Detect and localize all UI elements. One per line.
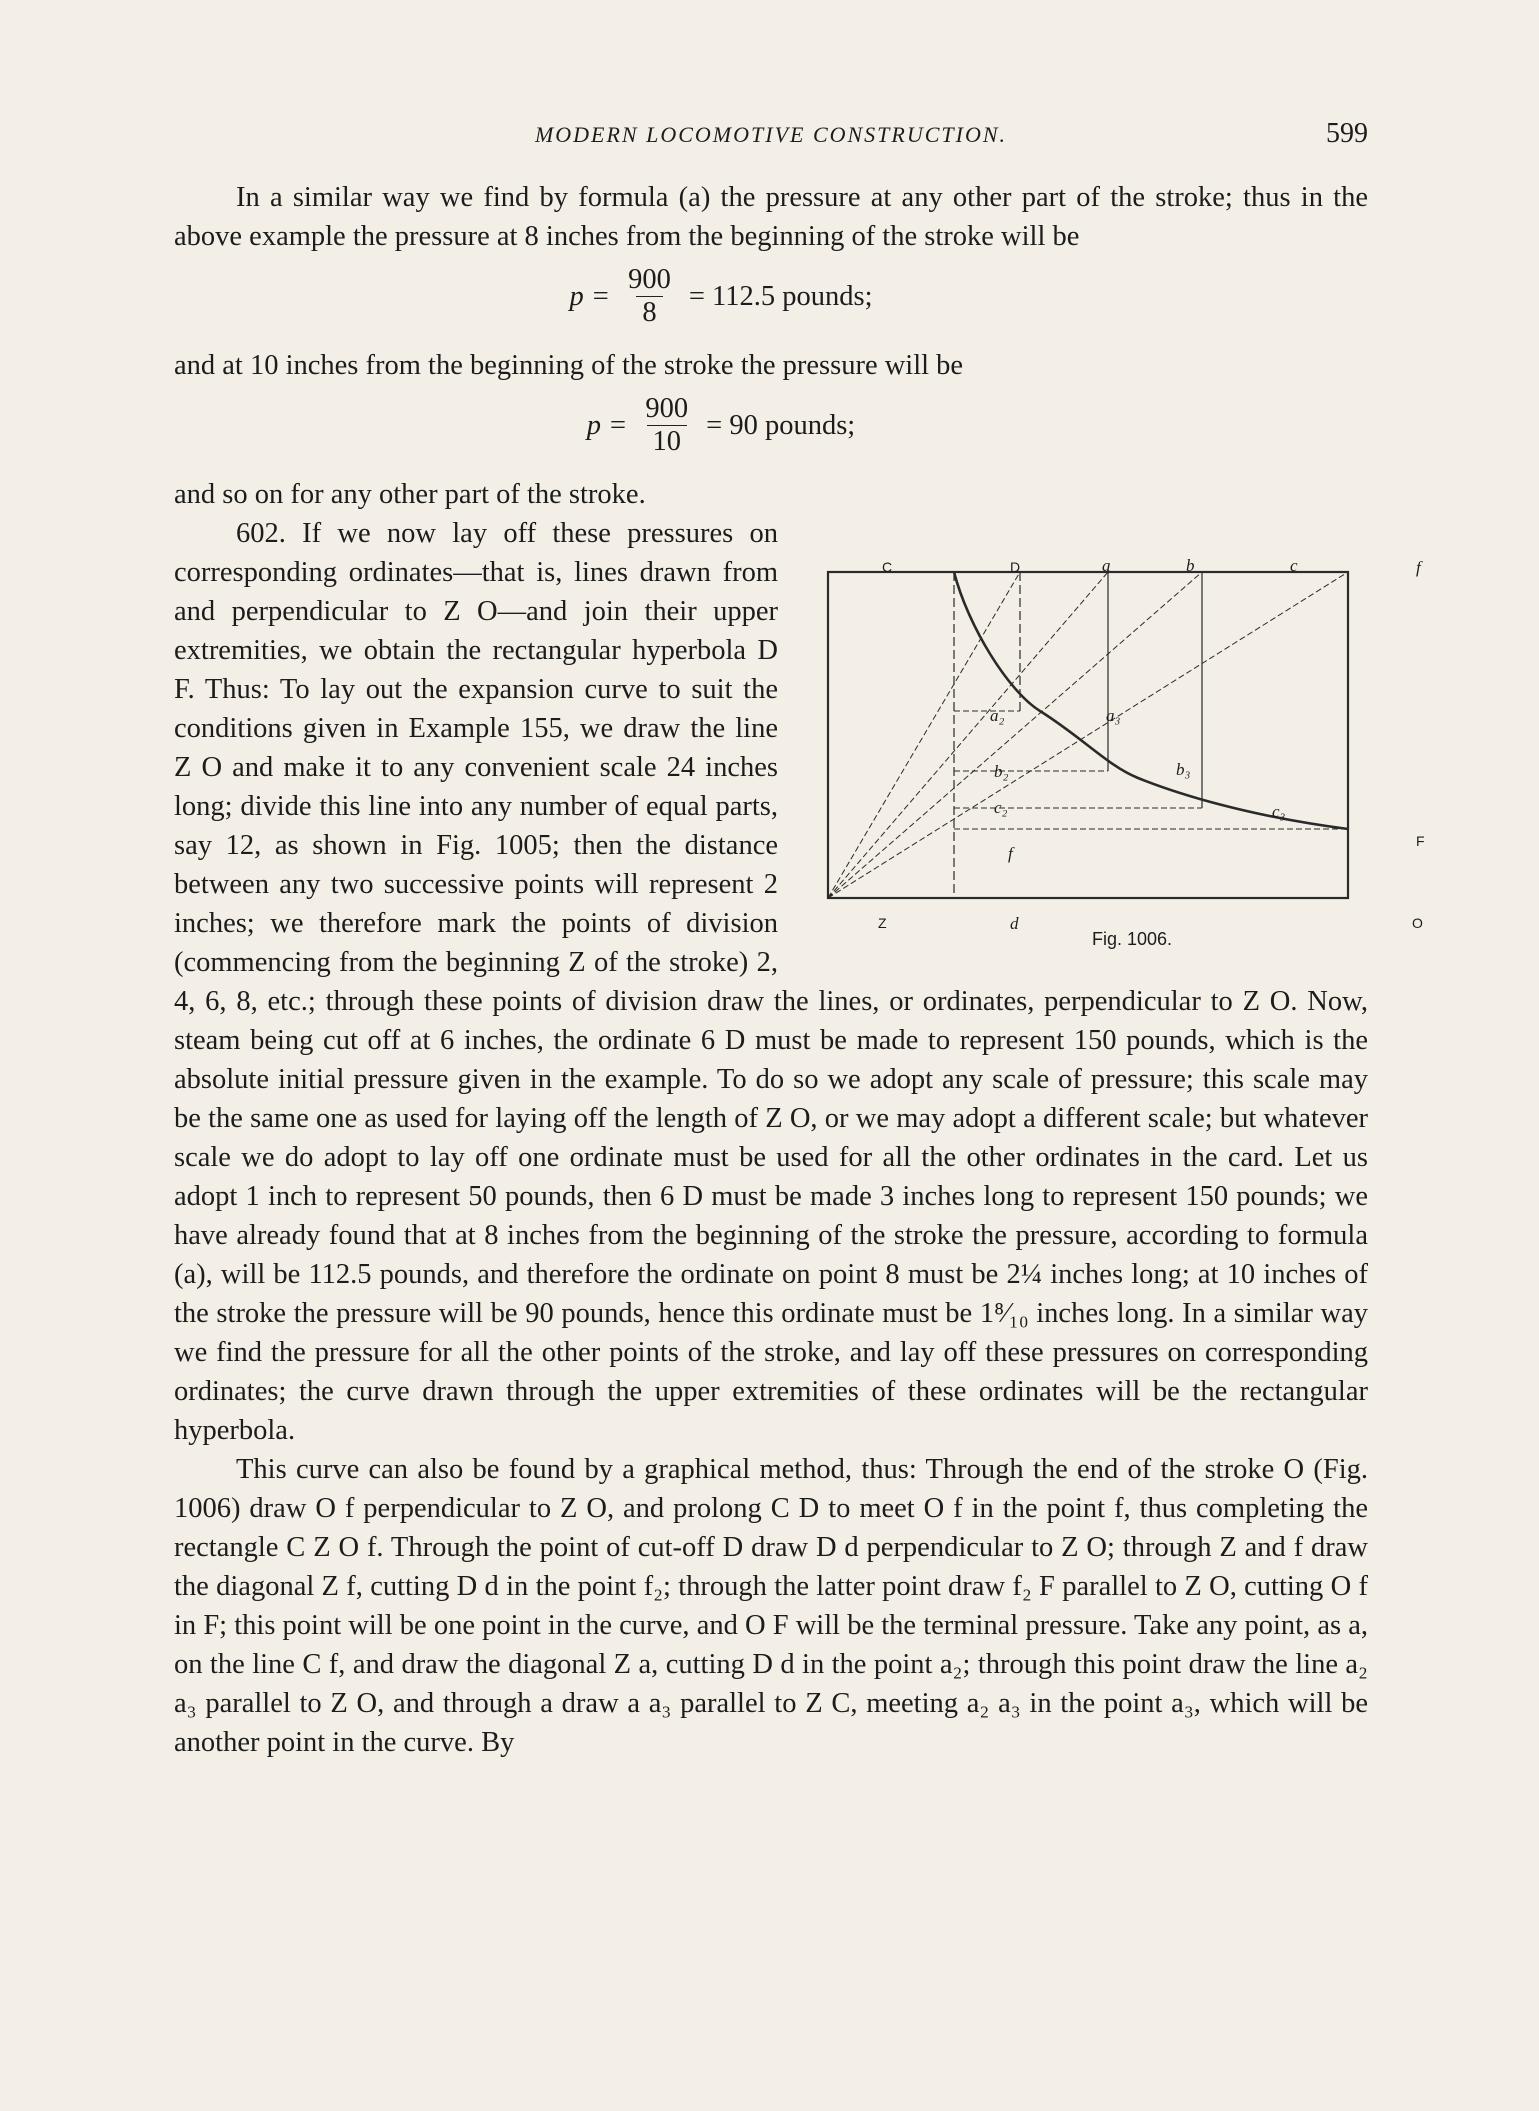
label-b3: b₃ (1176, 760, 1191, 779)
equation-1-numerator: 900 (628, 263, 671, 295)
label-Z: Z (878, 915, 887, 931)
label-D: D (1010, 559, 1021, 575)
equation-1-rhs: = 112.5 pounds; (688, 280, 873, 312)
label-c3: c₃ (1272, 802, 1286, 821)
label-c2: c₂ (994, 798, 1008, 817)
label-O: O (1412, 915, 1423, 931)
paragraph-graphical-method: This curve can also be found by a graphical method, thus: Through the end of the stroke O (Fig. 1006) draw O f perpendicular to Z O, and prolong C D to meet O f in the point f, thus completing the rectangle C Z O f. Through the point of cut-off D draw D d perpendicular to Z O; through Z and f draw the diagonal Z f, cutting D d in the point f₂; through the latter point draw f₂ F parallel to Z O, cutting O f in F; this point will be one point in the curve, and O F will be the terminal pressure. Take any point, as a, on the line C f, and draw the diagonal Z a, cutting D d in the point a₂; through this point draw the line a₂ a₃ parallel to Z O, and through a draw a a₃ parallel to Z C, meeting a₂ a₃ in the point a₃, which will be another point in the curve. By (174, 1454, 1368, 1758)
equation-2-numerator: 900 (645, 392, 689, 424)
page-header (174, 118, 1368, 158)
expansion-curve (954, 572, 1348, 829)
equation-1 (174, 258, 1368, 334)
label-a2: a₂ (990, 706, 1005, 725)
paragraph-2: and at 10 inches from the beginning of the stroke the pressure will be (174, 350, 964, 381)
label-b2: b₂ (994, 762, 1009, 781)
figure-1006 (808, 516, 1425, 976)
equation-2-denominator: 10 (647, 425, 688, 458)
equation-2-lhs: p = (586, 409, 628, 441)
running-head: MODERN LOCOMOTIVE CONSTRUCTION. (534, 122, 1008, 147)
label-F: F (1416, 833, 1425, 849)
equation-2-rhs: = 90 pounds; (706, 409, 856, 441)
label-c: c (1290, 556, 1298, 575)
equation-1-fraction (622, 264, 677, 329)
label-C: C (882, 559, 893, 575)
equation-2-fraction (639, 393, 694, 458)
equation-1-denominator: 8 (636, 296, 662, 329)
paragraph-1: In a similar way we find by formula (a) the pressure at any other part of the stroke; thus in the above example the pressure at 8 inches from the beginning of the stroke will be (174, 182, 1368, 252)
figure-caption: Fig. 1006. (1092, 929, 1173, 949)
equation-1-lhs: p = (569, 280, 611, 312)
label-f2: f (1008, 844, 1013, 863)
label-a3: a₃ (1106, 706, 1121, 725)
label-f-top: f (1416, 558, 1421, 577)
page-number: 599 (1326, 118, 1368, 149)
label-d: d (1010, 914, 1019, 933)
text-body (174, 178, 1425, 1762)
diagonal-Zc (828, 572, 1202, 898)
paragraph-3: and so on for any other part of the stroke. (174, 479, 646, 510)
paragraph-602-text: 602. If we now lay off these pressures on corresponding ordinates—that is, lines drawn from and perpendicular to Z O—and join their upper extremities, we obtain the rectangular hyperbola D F. Thus: To lay out the expansion curve to suit the conditions given in Example 155, we draw the line Z O and make it to any convenient scale 24 inches long; divide this line into any number of equal parts, say 12, as shown in Fig. 1005; then the distance between any two successive points will represent 2 inches; we therefore mark the points of division (commencing from the beginning Z of the stroke) 2, 4, 6, 8, etc.; through these points of division draw the lines, or ordinates, perpendicular to Z O. Now, steam being cut off at 6 inches, the ordinate 6 D must be made to represent 150 pounds, which is the absolute initial pressure given in the example. To do so we adopt any scale of pressure; this scale may be the same one as used for laying off the length of Z O, or we may adopt a different scale; but whatever scale we do adopt to lay off one ordinate must be used for all the other ordinates in the card. Let us adopt 1 inch to represent 50 pounds, then 6 D must be made 3 inches long to represent 150 pounds; we have already found that at 8 inches from the beginning of the stroke the pressure, according to formula (a), will be 112.5 pounds, and therefore the ordinate on point 8 must be 2¼ inches long; at 10 inches of the stroke the pressure will be 90 pounds, hence this ordinate must be 1⁸⁄₁₀ inches long. In a similar way we find the pressure for all the other points of the stroke, and lay off these pressures on corresponding ordinates; the curve drawn through the upper extremities of these ordinates will be the rectangular hyperbola. (174, 518, 1368, 1446)
diagonal-Zf (828, 572, 1348, 898)
equation-2 (174, 387, 1368, 463)
label-a: a (1102, 556, 1111, 575)
label-b: b (1186, 556, 1195, 575)
paragraph-602 (174, 514, 1425, 1450)
